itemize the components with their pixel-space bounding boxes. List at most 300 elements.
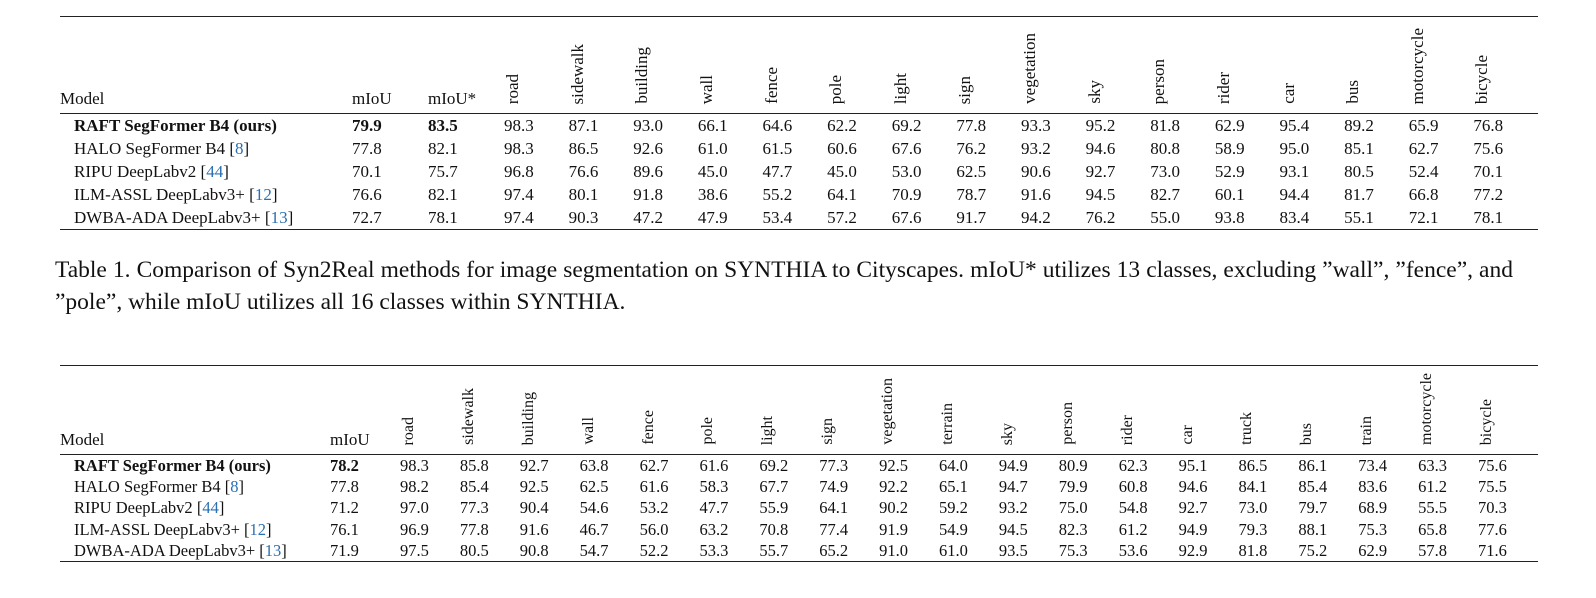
model-name-cell: ILM-ASSL DeepLabv3+ [12] — [74, 185, 278, 204]
value-cell: 93.0 — [633, 116, 663, 135]
value-cell: 74.9 — [819, 477, 849, 497]
value-cell: 92.7 — [519, 456, 549, 476]
value-cell: 75.6 — [1478, 456, 1507, 476]
column-header-label: vegetation — [879, 378, 897, 445]
table-row — [60, 540, 1538, 562]
value-cell: 69.2 — [891, 116, 922, 135]
value-cell: 88.1 — [1298, 519, 1328, 539]
citation-link[interactable]: 44 — [202, 498, 219, 518]
value-cell: 94.7 — [998, 477, 1028, 497]
column-header-bicycle — [1478, 366, 1538, 455]
citation-link[interactable]: 8 — [230, 477, 239, 497]
table-caption: Table 1. Comparison of Syn2Real methods for image segmentation on SYNTHIA to Cityscapes. mIoU* utilizes 13 classes, excluding ”wall”, ”fence”, and ”pole”, while mIoU utilizes all 16 classes within SYNTHIA. — [55, 257, 1513, 315]
value-cell: 89.2 — [1344, 116, 1374, 135]
value-cell: 64.0 — [939, 456, 968, 476]
column-header-train — [1358, 366, 1418, 455]
value-cell: 77.8 — [956, 116, 987, 135]
value-cell: 95.2 — [1085, 116, 1116, 135]
value-cell: 72.7 — [352, 208, 382, 227]
column-header-label: road — [503, 73, 522, 104]
value-cell: 62.2 — [827, 116, 857, 135]
value-cell: 55.0 — [1150, 208, 1180, 227]
column-header-label: bicycle — [1478, 398, 1496, 445]
column-header-pole — [827, 17, 892, 114]
value-cell: 61.5 — [762, 139, 793, 158]
value-cell: 61.6 — [639, 477, 669, 497]
table-gta5-cityscapes — [60, 365, 1538, 562]
value-cell: 64.6 — [762, 116, 793, 135]
column-header-vegetation — [1021, 17, 1086, 114]
value-cell: 95.4 — [1279, 116, 1310, 135]
column-header-car — [1179, 366, 1239, 455]
model-name: RAFT SegFormer B4 (ours) — [74, 116, 277, 135]
column-header-label: wall — [696, 74, 716, 104]
column-header-label: motorcycle — [1407, 27, 1427, 104]
column-header-fence — [763, 17, 828, 114]
value-cell: 77.8 — [459, 519, 489, 539]
value-cell: 85.4 — [459, 477, 489, 497]
value-cell: 96.8 — [504, 162, 534, 181]
model-name: ILM-ASSL DeepLabv3+ — [74, 519, 240, 539]
value-cell: 90.8 — [519, 540, 549, 560]
column-header-label: bus — [1298, 422, 1316, 445]
value-cell: 87.1 — [568, 116, 599, 135]
value-cell: 98.2 — [400, 477, 429, 497]
table-syn2real-synthia — [60, 16, 1538, 230]
value-cell: 93.1 — [1279, 162, 1310, 181]
value-cell: 60.6 — [827, 139, 857, 158]
value-cell: 73.0 — [1238, 498, 1268, 518]
column-header-sky — [999, 366, 1059, 455]
value-cell: 52.2 — [639, 540, 669, 560]
value-cell: 62.5 — [956, 162, 987, 181]
table-row — [60, 519, 1538, 540]
table-row — [60, 455, 1538, 477]
column-header-label: person — [1149, 58, 1169, 104]
value-cell: 89.6 — [633, 162, 663, 181]
value-cell: 47.7 — [699, 498, 729, 518]
column-header-label: car — [1178, 425, 1196, 445]
value-cell: 63.2 — [699, 519, 729, 539]
value-cell: 46.7 — [579, 519, 609, 539]
column-header-rider — [1119, 366, 1179, 455]
column-header-label: terrain — [939, 403, 957, 445]
citation-link[interactable]: 8 — [235, 139, 244, 158]
value-cell: 93.3 — [1021, 116, 1051, 135]
value-cell: 55.2 — [762, 185, 793, 204]
column-header-label: sidewalk — [567, 43, 587, 104]
value-cell: 92.9 — [1178, 540, 1208, 560]
value-cell: 55.5 — [1418, 498, 1448, 518]
value-cell: 53.2 — [639, 498, 669, 518]
value-cell: 76.1 — [330, 519, 359, 539]
value-cell: 77.8 — [352, 139, 382, 158]
value-cell: 79.9 — [1058, 477, 1088, 497]
column-header-sky — [1086, 17, 1151, 114]
value-cell: 70.1 — [352, 162, 382, 181]
column-header-sign — [956, 17, 1021, 114]
column-header-label: building — [519, 391, 537, 445]
value-cell: 96.9 — [400, 519, 429, 539]
model-name: ILM-ASSL DeepLabv3+ — [74, 185, 245, 204]
column-header-road — [504, 17, 569, 114]
model-name: HALO SegFormer B4 — [74, 477, 221, 497]
value-cell: 98.3 — [504, 139, 534, 158]
value-cell: 75.3 — [1358, 519, 1388, 539]
value-cell: 91.8 — [633, 185, 663, 204]
value-cell: 70.9 — [891, 185, 922, 204]
value-cell: 94.5 — [1085, 185, 1116, 204]
value-cell: 94.9 — [1178, 519, 1208, 539]
value-cell: 85.4 — [1298, 477, 1328, 497]
value-cell: 61.0 — [697, 139, 728, 158]
column-header-vegetation — [879, 366, 939, 455]
value-cell: 56.0 — [639, 519, 669, 539]
value-cell: 52.4 — [1408, 162, 1439, 181]
value-cell: 61.6 — [699, 456, 729, 476]
value-cell: 84.1 — [1238, 477, 1268, 497]
column-header-pole — [699, 366, 759, 455]
value-cell: 52.9 — [1214, 162, 1245, 181]
column-header-sidewalk — [569, 17, 634, 114]
model-name: RAFT SegFormer B4 (ours) — [74, 456, 271, 476]
column-header-sidewalk — [460, 366, 520, 455]
value-cell: 94.2 — [1021, 208, 1051, 227]
column-header-bus — [1344, 17, 1409, 114]
value-cell: 54.8 — [1118, 498, 1148, 518]
value-cell: 93.2 — [1021, 139, 1051, 158]
value-cell: 76.8 — [1473, 116, 1504, 135]
value-cell: 72.1 — [1408, 208, 1439, 227]
value-cell: 62.3 — [1118, 456, 1148, 476]
value-cell: 67.6 — [891, 139, 922, 158]
value-cell: 65.9 — [1408, 116, 1439, 135]
model-name: RIPU DeepLabv2 — [74, 162, 197, 181]
value-cell: 97.4 — [504, 185, 534, 204]
value-cell: 90.4 — [519, 498, 549, 518]
value-cell: 55.1 — [1344, 208, 1374, 227]
value-cell: 75.2 — [1298, 540, 1328, 560]
value-cell: 57.2 — [827, 208, 857, 227]
value-cell: 97.0 — [400, 498, 429, 518]
value-cell: 54.7 — [579, 540, 609, 560]
model-name-cell: DWBA-ADA DeepLabv3+ [13] — [74, 540, 287, 560]
model-name-cell: RIPU DeepLabv2 [44] — [74, 498, 225, 518]
column-header-label: fence — [639, 410, 657, 445]
value-cell: 65.1 — [939, 477, 968, 497]
value-cell: 92.5 — [879, 456, 908, 476]
column-header-label: rider — [1118, 414, 1136, 445]
column-header-label: vegetation — [1020, 33, 1039, 104]
column-header-miou-star: mIoU* — [428, 17, 504, 114]
column-header-light — [759, 366, 819, 455]
model-name-cell: HALO SegFormer B4 [8] — [74, 139, 250, 158]
value-cell: 67.7 — [759, 477, 789, 497]
column-header-fence — [640, 366, 700, 455]
value-cell: 45.0 — [697, 162, 728, 181]
model-name: HALO SegFormer B4 — [74, 139, 226, 158]
value-cell: 82.1 — [428, 185, 458, 204]
value-cell: 57.8 — [1418, 540, 1448, 560]
value-cell: 62.7 — [1408, 139, 1439, 158]
model-name-cell: RIPU DeepLabv2 [44] — [74, 162, 229, 181]
citation-link[interactable]: 44 — [206, 162, 224, 181]
column-header-light — [892, 17, 957, 114]
value-cell: 81.8 — [1150, 116, 1180, 135]
value-cell: 75.0 — [1058, 498, 1088, 518]
value-cell: 78.1 — [1473, 208, 1504, 227]
value-cell: 90.2 — [879, 498, 908, 518]
column-header-model: Model — [60, 17, 352, 114]
value-cell: 53.0 — [891, 162, 922, 181]
value-cell: 66.1 — [697, 116, 728, 135]
column-header-car — [1280, 17, 1345, 114]
value-cell: 70.3 — [1478, 498, 1507, 518]
value-cell: 54.9 — [939, 519, 968, 539]
table-row — [60, 206, 1538, 230]
value-cell: 68.9 — [1358, 498, 1388, 518]
value-cell: 93.8 — [1214, 208, 1245, 227]
value-cell: 92.2 — [879, 477, 908, 497]
value-cell: 59.2 — [939, 498, 968, 518]
value-cell: 79.3 — [1238, 519, 1268, 539]
value-cell: 61.0 — [939, 540, 968, 560]
column-header-label: motorcycle — [1418, 373, 1436, 445]
value-cell: 86.5 — [568, 139, 599, 158]
value-cell: 47.7 — [762, 162, 793, 181]
value-cell: 62.9 — [1358, 540, 1388, 560]
model-name-cell — [60, 114, 352, 138]
model-name-cell: DWBA-ADA DeepLabv3+ [13] — [74, 208, 294, 227]
value-cell: 77.6 — [1478, 519, 1507, 539]
column-header-label: pole — [699, 417, 717, 445]
value-cell: 83.5 — [428, 116, 458, 135]
value-cell: 92.6 — [633, 139, 663, 158]
value-cell: 94.6 — [1178, 477, 1208, 497]
value-cell: 55.9 — [759, 498, 789, 518]
column-header-motorcycle — [1418, 366, 1478, 455]
value-cell: 93.2 — [998, 498, 1028, 518]
column-header-road — [400, 366, 460, 455]
value-cell: 75.6 — [1473, 139, 1504, 158]
value-cell: 80.5 — [1344, 162, 1374, 181]
model-name: DWBA-ADA DeepLabv3+ — [74, 208, 261, 227]
value-cell: 77.3 — [819, 456, 849, 476]
value-cell: 77.8 — [330, 477, 359, 497]
value-cell: 92.5 — [519, 477, 549, 497]
column-header-label: train — [1358, 415, 1376, 445]
value-cell: 80.8 — [1150, 139, 1180, 158]
value-cell: 63.8 — [579, 456, 609, 476]
model-name: RIPU DeepLabv2 — [74, 498, 193, 518]
value-cell: 53.3 — [699, 540, 729, 560]
value-cell: 86.5 — [1238, 456, 1268, 476]
citation-link[interactable]: 12 — [249, 519, 266, 539]
column-header-label: person — [1058, 402, 1076, 445]
value-cell: 92.7 — [1085, 162, 1116, 181]
value-cell: 54.6 — [579, 498, 609, 518]
table-row — [60, 137, 1538, 160]
citation-link[interactable]: 12 — [254, 185, 272, 204]
value-cell: 69.2 — [759, 456, 789, 476]
table-row — [60, 183, 1538, 206]
column-header-label: light — [890, 72, 910, 104]
column-header-miou: mIoU — [352, 17, 428, 114]
citation-link[interactable]: 13 — [270, 208, 288, 227]
column-header-label: road — [400, 416, 417, 445]
value-cell: 78.7 — [956, 185, 987, 204]
value-cell: 98.3 — [504, 116, 534, 135]
table-row — [60, 114, 1538, 138]
column-header-bus — [1298, 366, 1358, 455]
value-cell: 60.8 — [1118, 477, 1148, 497]
value-cell: 65.8 — [1418, 519, 1448, 539]
value-cell: 73.4 — [1358, 456, 1388, 476]
value-cell: 92.7 — [1178, 498, 1208, 518]
value-cell: 38.6 — [697, 185, 728, 204]
column-header-label: truck — [1238, 412, 1256, 445]
value-cell: 58.3 — [699, 477, 729, 497]
value-cell: 91.6 — [519, 519, 549, 539]
value-cell: 77.4 — [819, 519, 849, 539]
column-header-miou: mIoU — [330, 366, 400, 455]
value-cell: 67.6 — [891, 208, 922, 227]
column-header-label: bicycle — [1472, 54, 1492, 104]
column-header-person — [1150, 17, 1215, 114]
model-name-cell: ILM-ASSL DeepLabv3+ [12] — [74, 519, 272, 539]
value-cell: 75.3 — [1058, 540, 1088, 560]
column-header-label: sign — [955, 75, 975, 104]
column-header-label: car — [1278, 83, 1298, 104]
value-cell: 82.1 — [428, 139, 458, 158]
value-cell: 58.9 — [1214, 139, 1245, 158]
column-header-wall — [580, 366, 640, 455]
column-header-label: wall — [579, 417, 597, 445]
citation-link[interactable]: 13 — [264, 540, 282, 560]
model-name-cell — [60, 455, 330, 477]
value-cell: 91.9 — [879, 519, 908, 539]
value-cell: 76.2 — [956, 139, 987, 158]
column-header-label: sky — [998, 422, 1016, 445]
value-cell: 62.9 — [1214, 116, 1245, 135]
value-cell: 97.5 — [400, 540, 429, 560]
column-header-label: light — [759, 415, 777, 445]
value-cell: 81.7 — [1344, 185, 1374, 204]
column-header-terrain — [939, 366, 999, 455]
value-cell: 77.2 — [1473, 185, 1504, 204]
value-cell: 71.9 — [330, 540, 359, 560]
column-header-bicycle — [1473, 17, 1538, 114]
value-cell: 80.1 — [568, 185, 599, 204]
value-cell: 47.9 — [697, 208, 728, 227]
table-row — [60, 160, 1538, 183]
value-cell: 53.4 — [762, 208, 793, 227]
value-cell: 94.4 — [1279, 185, 1310, 204]
column-header-model: Model — [60, 366, 330, 455]
value-cell: 70.1 — [1473, 162, 1504, 181]
value-cell: 65.2 — [819, 540, 849, 560]
value-cell: 76.2 — [1085, 208, 1116, 227]
column-header-label: bus — [1343, 80, 1363, 104]
value-cell: 61.2 — [1418, 477, 1448, 497]
model-name-cell: HALO SegFormer B4 [8] — [74, 477, 245, 497]
value-cell: 82.3 — [1058, 519, 1088, 539]
value-cell: 79.7 — [1298, 498, 1328, 518]
column-header-person — [1059, 366, 1119, 455]
value-cell: 76.6 — [352, 185, 382, 204]
value-cell: 95.1 — [1178, 456, 1208, 476]
column-header-building — [520, 366, 580, 455]
column-header-label: building — [632, 47, 652, 104]
column-header-label: pole — [826, 74, 846, 104]
value-cell: 85.1 — [1344, 139, 1374, 158]
value-cell: 61.2 — [1118, 519, 1148, 539]
value-cell: 80.9 — [1058, 456, 1088, 476]
value-cell: 90.6 — [1021, 162, 1051, 181]
value-cell: 98.3 — [400, 456, 429, 476]
value-cell: 71.2 — [330, 498, 359, 518]
column-header-truck — [1238, 366, 1298, 455]
value-cell: 71.6 — [1478, 540, 1507, 560]
value-cell: 66.8 — [1408, 185, 1439, 204]
value-cell: 63.3 — [1418, 456, 1448, 476]
value-cell: 64.1 — [827, 185, 857, 204]
value-cell: 97.4 — [504, 208, 534, 227]
value-cell: 86.1 — [1298, 456, 1328, 476]
value-cell: 79.9 — [352, 116, 382, 135]
column-header-sign — [819, 366, 879, 455]
column-header-building — [633, 17, 698, 114]
table-row — [60, 476, 1538, 497]
value-cell: 80.5 — [459, 540, 489, 560]
value-cell: 78.2 — [330, 456, 359, 476]
value-cell: 70.8 — [759, 519, 789, 539]
value-cell: 94.6 — [1085, 139, 1116, 158]
table-row — [60, 497, 1538, 518]
value-cell: 93.5 — [998, 540, 1028, 560]
value-cell: 91.7 — [956, 208, 987, 227]
value-cell: 94.5 — [998, 519, 1028, 539]
value-cell: 62.7 — [639, 456, 669, 476]
value-cell: 95.0 — [1279, 139, 1310, 158]
value-cell: 76.6 — [568, 162, 599, 181]
column-header-wall — [698, 17, 763, 114]
column-header-motorcycle — [1409, 17, 1474, 114]
model-name: DWBA-ADA DeepLabv3+ — [74, 540, 256, 560]
value-cell: 81.8 — [1238, 540, 1268, 560]
value-cell: 82.7 — [1150, 185, 1180, 204]
value-cell: 85.8 — [459, 456, 489, 476]
value-cell: 60.1 — [1214, 185, 1245, 204]
value-cell: 73.0 — [1150, 162, 1180, 181]
value-cell: 91.6 — [1021, 185, 1051, 204]
column-header-label: sign — [819, 418, 837, 445]
value-cell: 83.6 — [1358, 477, 1388, 497]
value-cell: 62.5 — [579, 477, 609, 497]
column-header-label: fence — [761, 67, 781, 104]
value-cell: 55.7 — [759, 540, 789, 560]
value-cell: 75.5 — [1478, 477, 1507, 497]
value-cell: 45.0 — [827, 162, 857, 181]
value-cell: 53.6 — [1118, 540, 1148, 560]
column-header-label: rider — [1213, 71, 1233, 104]
value-cell: 75.7 — [428, 162, 458, 181]
value-cell: 47.2 — [633, 208, 663, 227]
value-cell: 91.0 — [879, 540, 908, 560]
value-cell: 94.9 — [998, 456, 1028, 476]
value-cell: 83.4 — [1279, 208, 1310, 227]
column-header-rider — [1215, 17, 1280, 114]
